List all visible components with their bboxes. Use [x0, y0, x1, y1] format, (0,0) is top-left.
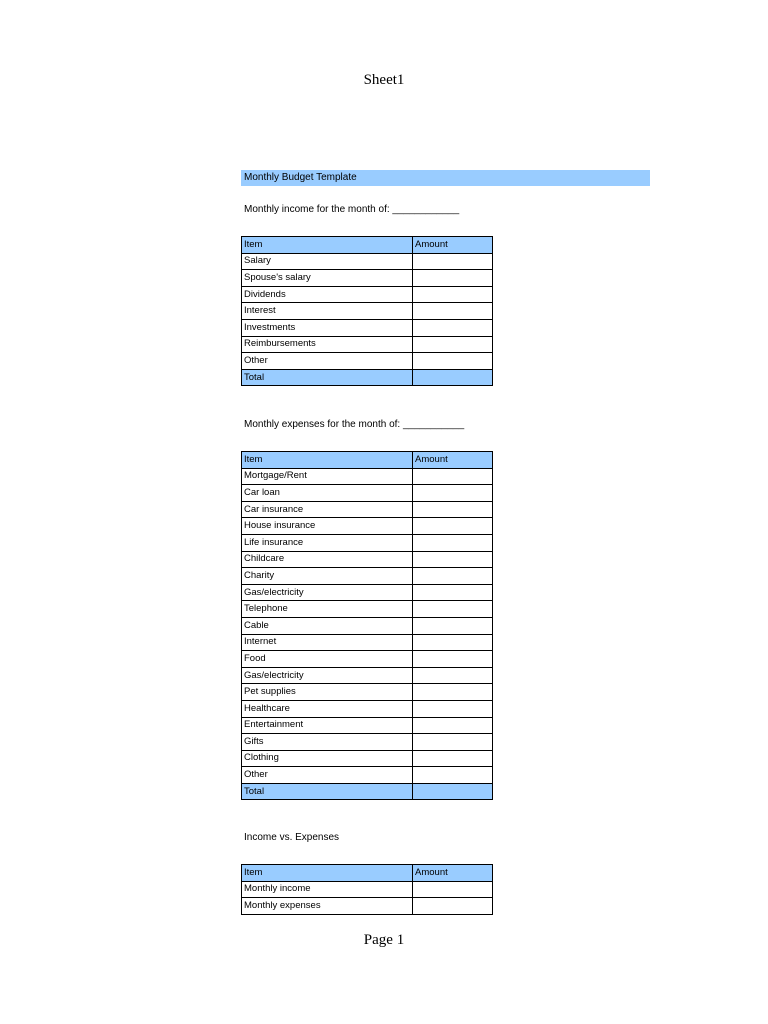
table-row	[242, 319, 493, 336]
table-row	[242, 303, 493, 320]
amount-cell[interactable]	[413, 468, 493, 485]
item-cell: Dividends	[242, 286, 413, 303]
table-row	[242, 601, 493, 618]
amount-cell[interactable]	[413, 767, 493, 784]
item-cell: House insurance	[242, 518, 413, 535]
amount-cell[interactable]	[413, 584, 493, 601]
item-cell: Food	[242, 651, 413, 668]
template-title-banner: Monthly Budget Template	[241, 170, 650, 186]
table-row	[242, 534, 493, 551]
item-cell: Charity	[242, 568, 413, 585]
item-cell: Item	[242, 452, 413, 469]
item-cell: Gas/electricity	[242, 667, 413, 684]
amount-cell[interactable]: Amount	[413, 865, 493, 882]
amount-cell[interactable]	[413, 717, 493, 734]
amount-cell[interactable]	[413, 568, 493, 585]
item-cell: Gas/electricity	[242, 584, 413, 601]
table-row	[242, 584, 493, 601]
amount-cell[interactable]	[413, 369, 493, 386]
amount-cell[interactable]	[413, 651, 493, 668]
amount-cell[interactable]	[413, 700, 493, 717]
item-cell: Entertainment	[242, 717, 413, 734]
amount-cell[interactable]	[413, 485, 493, 502]
table-row	[242, 651, 493, 668]
table-row	[242, 734, 493, 751]
table-row	[242, 898, 493, 915]
amount-cell[interactable]	[413, 270, 493, 287]
item-cell: Life insurance	[242, 534, 413, 551]
table-row	[242, 684, 493, 701]
table-row	[242, 468, 493, 485]
item-cell: Internet	[242, 634, 413, 651]
amount-cell[interactable]	[413, 501, 493, 518]
item-cell: Car insurance	[242, 501, 413, 518]
item-cell: Spouse's salary	[242, 270, 413, 287]
item-cell: Salary	[242, 253, 413, 270]
amount-cell[interactable]	[413, 518, 493, 535]
comparison-caption: Income vs. Expenses	[244, 832, 340, 843]
table-row	[242, 717, 493, 734]
item-cell: Other	[242, 353, 413, 370]
item-cell: Pet supplies	[242, 684, 413, 701]
income-table	[241, 236, 493, 386]
amount-cell[interactable]: Amount	[413, 237, 493, 254]
table-row	[242, 286, 493, 303]
table-header-row	[242, 865, 493, 882]
amount-cell[interactable]	[413, 286, 493, 303]
table-row	[242, 270, 493, 287]
item-cell: Telephone	[242, 601, 413, 618]
amount-cell[interactable]	[413, 336, 493, 353]
amount-cell[interactable]	[413, 898, 493, 915]
amount-cell[interactable]	[413, 734, 493, 751]
item-cell: Car loan	[242, 485, 413, 502]
table-row	[242, 485, 493, 502]
item-cell: Item	[242, 865, 413, 882]
amount-cell[interactable]	[413, 881, 493, 898]
amount-cell[interactable]	[413, 601, 493, 618]
amount-cell[interactable]	[413, 617, 493, 634]
amount-cell[interactable]	[413, 303, 493, 320]
expenses-caption: Monthly expenses for the month of: ___________	[244, 419, 465, 430]
income-caption: Monthly income for the month of: ____________	[244, 204, 460, 215]
table-row	[242, 353, 493, 370]
table-row	[242, 501, 493, 518]
amount-cell[interactable]	[413, 534, 493, 551]
item-cell: Reimbursements	[242, 336, 413, 353]
table-header-row	[242, 452, 493, 469]
amount-cell[interactable]	[413, 684, 493, 701]
item-cell: Monthly expenses	[242, 898, 413, 915]
item-cell: Investments	[242, 319, 413, 336]
item-cell: Total	[242, 369, 413, 386]
item-cell: Healthcare	[242, 700, 413, 717]
sheet-title: Sheet1	[363, 72, 405, 88]
table-row	[242, 551, 493, 568]
amount-cell[interactable]	[413, 319, 493, 336]
table-row	[242, 336, 493, 353]
table-row	[242, 253, 493, 270]
table-row	[242, 568, 493, 585]
amount-cell[interactable]	[413, 551, 493, 568]
table-row	[242, 518, 493, 535]
amount-cell[interactable]	[413, 783, 493, 800]
amount-cell[interactable]	[413, 634, 493, 651]
table-row	[242, 617, 493, 634]
expenses-table	[241, 451, 493, 800]
table-row	[242, 750, 493, 767]
item-cell: Mortgage/Rent	[242, 468, 413, 485]
item-cell: Interest	[242, 303, 413, 320]
page-number: Page 1	[363, 932, 405, 948]
total-row	[242, 369, 493, 386]
table-row	[242, 881, 493, 898]
item-cell: Item	[242, 237, 413, 254]
table-row	[242, 667, 493, 684]
item-cell: Cable	[242, 617, 413, 634]
table-header-row	[242, 237, 493, 254]
table-row	[242, 767, 493, 784]
amount-cell[interactable]	[413, 667, 493, 684]
amount-cell[interactable]	[413, 353, 493, 370]
table-row	[242, 700, 493, 717]
item-cell: Gifts	[242, 734, 413, 751]
comparison-table	[241, 864, 493, 915]
item-cell: Clothing	[242, 750, 413, 767]
amount-cell[interactable]: Amount	[413, 452, 493, 469]
item-cell: Childcare	[242, 551, 413, 568]
amount-cell[interactable]	[413, 750, 493, 767]
table-row	[242, 634, 493, 651]
item-cell: Monthly income	[242, 881, 413, 898]
total-row	[242, 783, 493, 800]
item-cell: Other	[242, 767, 413, 784]
item-cell: Total	[242, 783, 413, 800]
amount-cell[interactable]	[413, 253, 493, 270]
